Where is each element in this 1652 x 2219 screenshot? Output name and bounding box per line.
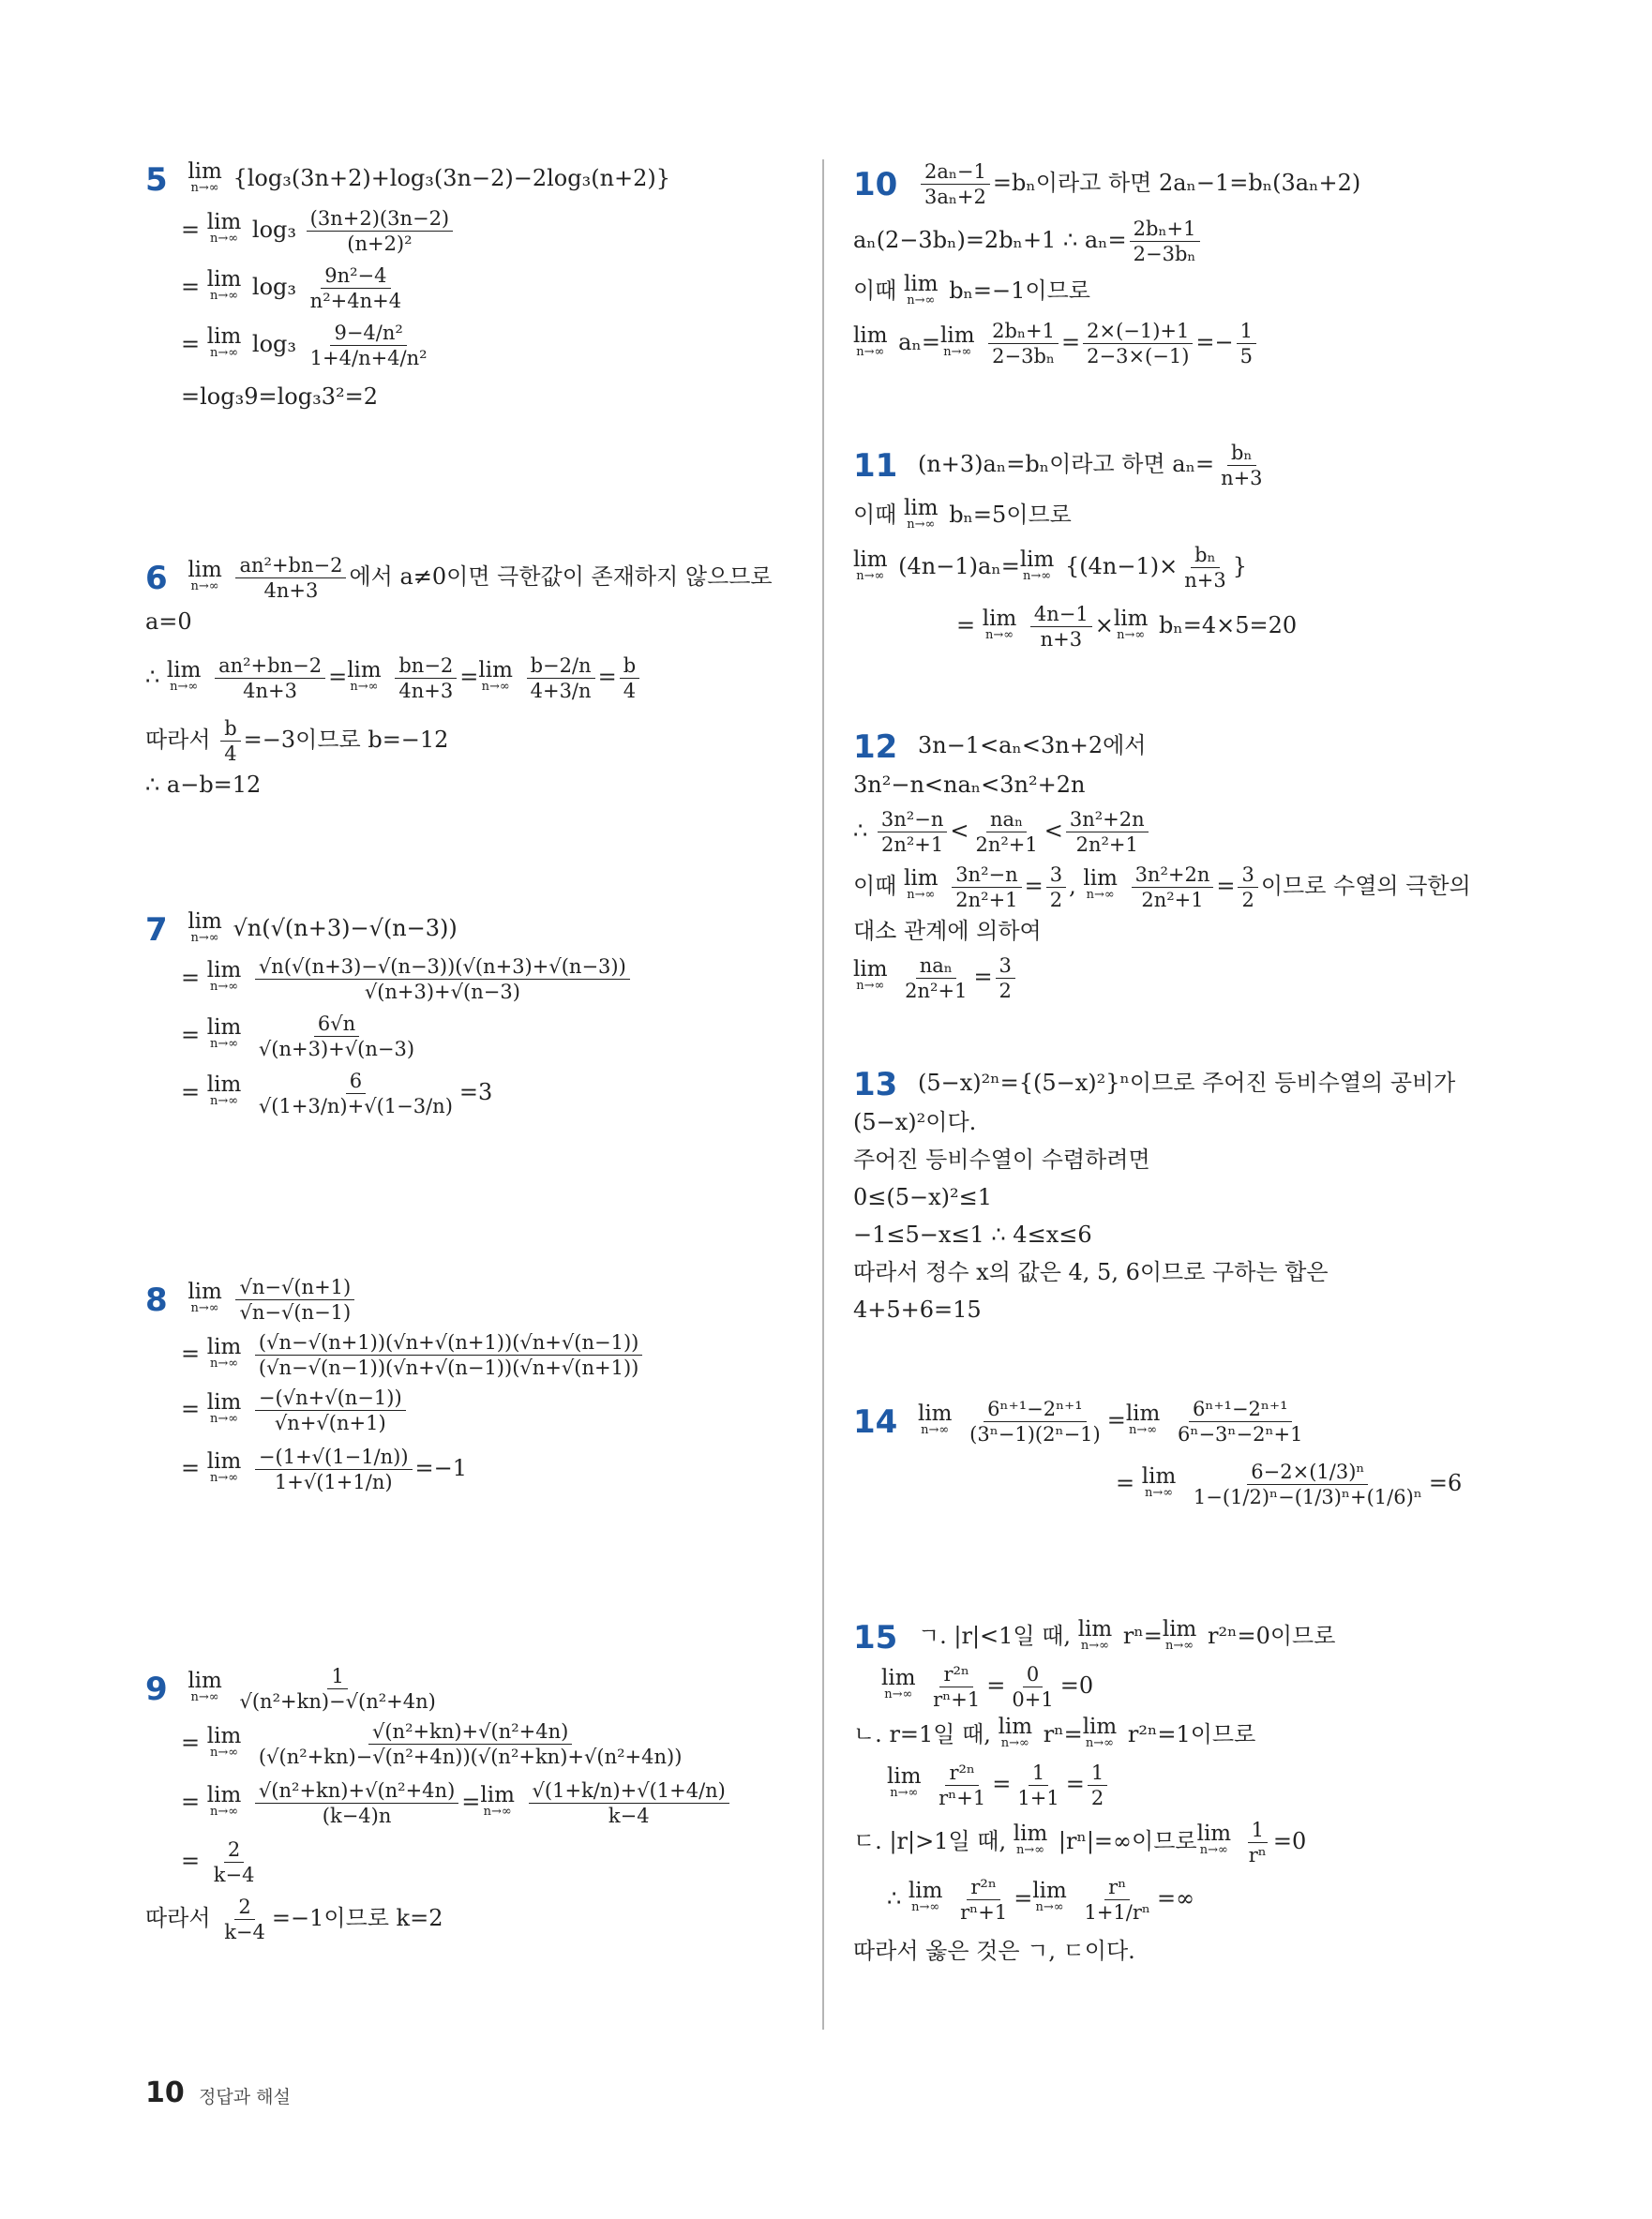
equals: = <box>181 1730 201 1756</box>
fraction: $\frac{0}{0+1}$ <box>1012 1662 1054 1711</box>
problem-number: 9 <box>145 1670 168 1708</box>
fraction: $\frac{-(1+√(1-1/n))}{1+√(1+1/n)}$ <box>255 1445 413 1494</box>
text: , <box>1069 872 1076 899</box>
text: ㄴ. r=1일 때, <box>853 1720 991 1747</box>
problem-number: 10 <box>853 165 898 203</box>
text: 3n−1<aₙ<3n+2에서 <box>917 732 1147 758</box>
solution-10 <box>853 159 1360 368</box>
fraction: $\frac{1}{2}$ <box>1088 1761 1107 1810</box>
solution-9 <box>145 1664 732 1944</box>
limit-operator: lim n→∞ <box>908 1879 943 1914</box>
fraction: $\frac{\text{an²+bn−2}}{4n+3}$ <box>235 553 346 603</box>
fraction: $\frac{bn-2}{4n+3}$ <box>395 653 457 703</box>
limit-operator: lim n→∞ <box>939 322 975 359</box>
fraction: $\frac{3}{2}$ <box>1046 862 1066 912</box>
limit-operator: lim n→∞ <box>853 322 888 359</box>
text: (4n−1)aₙ= <box>898 553 1020 579</box>
equals: = <box>1106 1407 1126 1433</box>
text: 따라서 <box>145 727 211 753</box>
result: =0 <box>1059 1672 1094 1699</box>
text: ∴ a−b=12 <box>145 772 262 798</box>
text: aₙ(2−3bₙ)=2bₙ+1 ∴ aₙ= <box>853 227 1127 253</box>
equals: = <box>181 273 201 300</box>
therefore-symbol: ∴ <box>145 664 160 690</box>
limit-operator: lim n→∞ <box>206 1448 242 1485</box>
limit-operator: lim n→∞ <box>1141 1463 1177 1500</box>
equals: =− <box>1195 329 1234 355</box>
text: < <box>950 817 969 844</box>
column-divider <box>822 159 824 2030</box>
limit-operator: lim n→∞ <box>206 958 242 994</box>
limit-operator: lim n→∞ <box>188 1279 222 1315</box>
equals: = <box>1116 1470 1135 1496</box>
equals: = <box>973 963 993 990</box>
fraction: $\frac{2}{k-4}$ <box>224 1896 265 1943</box>
text: 대소 관계에 의하여 <box>853 917 1042 944</box>
fraction: $\frac{\text{naₙ}}{\text{2n²+1}}$ <box>905 953 968 1002</box>
equals: = <box>1014 1884 1033 1912</box>
limit-operator: lim n→∞ <box>206 267 242 303</box>
limit-operator: lim n→∞ <box>1083 866 1118 902</box>
fraction: $\frac{\text{6ⁿ⁺¹−2ⁿ⁺¹}}{\text{6ⁿ−3ⁿ−2ⁿ+1}}$ <box>1178 1398 1303 1446</box>
text: 따라서 정수 x의 값은 4, 5, 6이므로 구하는 합은 <box>853 1258 1329 1285</box>
limit-operator: lim n→∞ <box>887 1764 922 1800</box>
text: rⁿ= <box>1122 1623 1163 1649</box>
text: bₙ=4×5=20 <box>1159 612 1298 638</box>
result: =0 <box>1272 1827 1307 1854</box>
limit-operator: lim n→∞ <box>904 495 939 532</box>
fraction: $\frac{\text{6−2×(1/3)ⁿ}}{\text{1−(1/2)ⁿ−(1/3)ⁿ+(1/6)ⁿ}}$ <box>1193 1461 1422 1508</box>
limit-operator: lim n→∞ <box>478 657 513 694</box>
problem-number: 8 <box>145 1281 168 1319</box>
fraction: $\frac{-(√n+√(n-1))}{√n+√(n+1)}$ <box>255 1386 406 1435</box>
solution-6 <box>145 553 773 803</box>
solution-13 <box>853 1064 1455 1328</box>
fraction: $\frac{b}{4}$ <box>620 653 639 703</box>
fraction: $\frac{1}{5}$ <box>1237 319 1256 368</box>
equals: = <box>1216 872 1236 899</box>
fraction: $\frac{\text{naₙ}}{\text{2n²+1}}$ <box>975 807 1038 856</box>
expression: {log₃(3n+2)+log₃(3n−2)−2log₃(n+2)} <box>233 165 671 191</box>
therefore-symbol: ∴ <box>887 1884 902 1912</box>
text: a=0 <box>145 608 192 635</box>
limit-operator: lim n→∞ <box>1013 1822 1048 1857</box>
fraction: $\frac{√(1+k/n)+√(1+4/n)}{k-4}$ <box>529 1778 729 1828</box>
limit-operator: lim n→∞ <box>188 158 222 195</box>
equals: = <box>181 1021 201 1048</box>
fraction: $\frac{3}{2}$ <box>996 953 1015 1003</box>
fraction: $\frac{1}{\text{rⁿ}}$ <box>1248 1818 1267 1867</box>
fraction: $\frac{√n-√(n+1)}{√n-√(n-1)}$ <box>235 1275 354 1325</box>
text: {(4n−1)× <box>1064 553 1179 579</box>
equals: = <box>181 330 201 357</box>
text: (5−x)²ⁿ={(5−x)²}ⁿ이므로 주어진 등비수열의 공비가 <box>917 1070 1456 1096</box>
fraction: $\frac{\text{r²ⁿ}}{\text{rⁿ+1}}$ <box>933 1662 981 1711</box>
text: 주어진 등비수열이 수렴하려면 <box>853 1146 1150 1173</box>
limit-operator: lim n→∞ <box>1077 1616 1113 1653</box>
equals: = <box>181 1455 201 1481</box>
page-number: 10 <box>145 2077 185 2109</box>
problem-number: 13 <box>853 1065 898 1103</box>
limit-operator: lim n→∞ <box>166 657 202 694</box>
fraction: $\frac{2}{k-4}$ <box>213 1838 255 1886</box>
limit-operator: lim n→∞ <box>1125 1401 1161 1437</box>
solution-15 <box>853 1617 1335 1970</box>
limit-operator: lim n→∞ <box>206 324 242 360</box>
text: rⁿ= <box>1043 1720 1083 1747</box>
expression: =log₃9=log₃3²=2 <box>181 382 378 410</box>
fraction: $\frac{\text{rⁿ}}{\text{1+1/rⁿ}}$ <box>1084 1875 1150 1924</box>
text: 따라서 <box>145 1905 211 1931</box>
fraction: $\frac{6}{√(1+3/n)+√(1-3/n)}$ <box>258 1069 453 1117</box>
equals: = <box>1065 1770 1085 1797</box>
fraction: $\frac{\text{3n²+2n}}{\text{2n²+1}}$ <box>1132 862 1214 912</box>
fraction: $\frac{6√n}{√(n+3)+√(n-3)}$ <box>258 1012 415 1060</box>
limit-operator: lim n→∞ <box>188 557 222 593</box>
text: =bₙ이라고 하면 2aₙ−1=bₙ(3aₙ+2) <box>992 170 1361 196</box>
text: bₙ=5이므로 <box>949 502 1072 528</box>
text: 따라서 옳은 것은 ㄱ, ㄷ이다. <box>853 1937 1135 1964</box>
limit-operator: lim n→∞ <box>1113 606 1149 642</box>
limit-operator: lim n→∞ <box>853 547 888 583</box>
fraction: $\frac{\text{bₙ}}{n+3}$ <box>1221 442 1263 489</box>
problem-number: 14 <box>853 1402 898 1441</box>
equals: = <box>181 1396 201 1422</box>
fraction: $\frac{√n(√(n+3)-√(n-3))(√(n+3)+√(n-3))}{√(n+3)+√(n-3)}$ <box>255 954 630 1004</box>
solution-12 <box>853 727 1471 1003</box>
fraction: $\frac{\text{√(n²+kn)+√(n²+4n)}}{(k-4)n}$ <box>255 1778 458 1828</box>
text: =−3이므로 b=−12 <box>243 727 449 753</box>
solution-8 <box>145 1275 645 1494</box>
text: (5−x)²이다. <box>853 1108 977 1135</box>
equals: = <box>992 1770 1012 1797</box>
text: 0≤(5−x)²≤1 <box>853 1183 993 1210</box>
result: =∞ <box>1157 1884 1195 1912</box>
fraction: $\frac{\text{bₙ}}{n+3}$ <box>1184 544 1226 592</box>
fraction: $\frac{\text{r²ⁿ}}{\text{rⁿ+1}}$ <box>939 1761 986 1809</box>
equals: = <box>597 664 617 690</box>
section-label: 정답과 해설 <box>199 2087 291 2107</box>
limit-operator: lim n→∞ <box>1162 1616 1197 1653</box>
limit-operator: lim n→∞ <box>206 210 242 246</box>
limit-operator: lim n→∞ <box>480 1782 515 1819</box>
fraction: $\frac{\text{an²+bn−2}}{4n+3}$ <box>215 653 325 703</box>
fraction: $\frac{(3n+2)(3n-2)}{\text{(n+2)²}}$ <box>307 206 453 256</box>
equals: = <box>459 664 479 690</box>
text: × <box>1094 612 1114 638</box>
equals: = <box>1024 872 1044 899</box>
limit-operator: lim n→∞ <box>206 1723 242 1760</box>
limit-operator: lim n→∞ <box>853 957 888 993</box>
equals: = <box>181 1078 201 1105</box>
problem-number: 11 <box>853 446 898 485</box>
limit-operator: lim n→∞ <box>1196 1822 1232 1857</box>
fraction: $\frac{\text{9−4/n²}}{\text{1+4/n+4/n²}}$ <box>309 321 428 369</box>
log-text: log₃ <box>251 273 297 300</box>
expression: √n(√(n+3)−√(n−3)) <box>233 915 458 941</box>
result: =3 <box>458 1078 493 1105</box>
limit-operator: lim n→∞ <box>206 1334 242 1371</box>
limit-operator: lim n→∞ <box>188 908 222 945</box>
limit-operator: lim n→∞ <box>881 1666 916 1702</box>
limit-operator: lim n→∞ <box>188 1668 222 1704</box>
text: 이때 <box>853 502 897 528</box>
log-text: log₃ <box>251 216 297 243</box>
text: 이때 <box>853 277 897 304</box>
limit-operator: lim n→∞ <box>206 1389 242 1426</box>
limit-operator: lim n→∞ <box>206 1015 242 1051</box>
equals: = <box>461 1789 481 1815</box>
result: =6 <box>1428 1470 1463 1496</box>
fraction: $\frac{\text{√(n²+kn)+√(n²+4n)}}{\text{(√(n²+kn)−√(n²+4n))(√(n²+kn)+√(n²+4n))}}$ <box>258 1720 683 1768</box>
limit-operator: lim n→∞ <box>1032 1879 1067 1914</box>
text: 이때 <box>853 872 897 899</box>
fraction: $\frac{3}{2}$ <box>1238 862 1257 912</box>
limit-operator: lim n→∞ <box>998 1715 1033 1750</box>
fraction: $\frac{(√n-√(n+1))(√n+√(n+1))(√n+√(n-1))}{(√n-√(n-1))(√n+√(n-1))(√n+√(n+1))}$ <box>255 1330 642 1380</box>
limit-operator: lim n→∞ <box>1082 1715 1118 1750</box>
solution-11 <box>853 441 1297 652</box>
equals: = <box>328 664 348 690</box>
limit-operator: lim n→∞ <box>917 1401 953 1437</box>
fraction: $\frac{\text{9n²−4}}{\text{n²+4n+4}}$ <box>309 263 402 312</box>
fraction: $\frac{\text{3n²−n}}{\text{2n²+1}}$ <box>952 862 1021 912</box>
text: aₙ= <box>898 329 940 355</box>
problem-number: 5 <box>145 160 168 199</box>
fraction: $\frac{\text{3n²+2n}}{\text{2n²+1}}$ <box>1066 807 1149 857</box>
limit-operator: lim n→∞ <box>206 1072 242 1108</box>
problem-number: 15 <box>853 1618 898 1657</box>
fraction: $\frac{\text{6ⁿ⁺¹−2ⁿ⁺¹}}{\text{(3ⁿ−1)(2ⁿ−1)}}$ <box>969 1398 1101 1446</box>
solution-14 <box>853 1397 1462 1509</box>
fraction: $\frac{\text{r²ⁿ}}{\text{rⁿ+1}}$ <box>960 1875 1008 1924</box>
result: =−1 <box>414 1455 468 1481</box>
equals: = <box>181 216 201 243</box>
fraction: $\frac{4n-1}{n+3}$ <box>1030 602 1092 652</box>
fraction: $\frac{b-2/n}{4+3/n}$ <box>527 653 595 703</box>
problem-number: 6 <box>145 559 168 597</box>
fraction: $\frac{1}{1+1}$ <box>1017 1761 1059 1809</box>
text: ㄷ. |r|>1일 때, <box>853 1827 1007 1854</box>
equals: = <box>986 1672 1006 1699</box>
solution-5 <box>145 159 670 415</box>
text: bₙ=−1이므로 <box>949 277 1090 304</box>
text: 3n²−n<naₙ<3n²+2n <box>853 771 1086 798</box>
text: < <box>1044 817 1063 844</box>
fraction: $\frac{1}{\text{√(n²+kn)−√(n²+4n)}}$ <box>239 1665 436 1713</box>
text: 이므로 수열의 극한의 <box>1260 872 1471 899</box>
text: 에서 a≠0이면 극한값이 존재하지 않으므로 <box>349 563 773 590</box>
fraction: $\frac{\text{2bₙ+1}}{\text{2−3bₙ}}$ <box>988 319 1059 368</box>
problem-number: 7 <box>145 910 168 949</box>
fraction: $\frac{\text{2bₙ+1}}{\text{2−3bₙ}}$ <box>1130 217 1200 266</box>
fraction: $\frac{2\times(-1)+1}{2-3\times(-1)}$ <box>1083 319 1193 368</box>
limit-operator: lim n→∞ <box>982 606 1017 642</box>
text: } <box>1232 553 1247 579</box>
limit-operator: lim n→∞ <box>904 271 939 307</box>
fraction: $\frac{\text{3n²−n}}{\text{2n²+1}}$ <box>878 807 947 857</box>
text: |rⁿ|=∞이므로 <box>1058 1827 1197 1854</box>
solution-7 <box>145 909 633 1118</box>
log-text: log₃ <box>251 330 297 357</box>
equals: = <box>181 1848 201 1874</box>
equals: = <box>181 1789 201 1815</box>
problem-number: 12 <box>853 727 898 766</box>
text: r²ⁿ=1이므로 <box>1127 1720 1256 1747</box>
text: (n+3)aₙ=bₙ이라고 하면 aₙ= <box>917 451 1215 477</box>
limit-operator: lim n→∞ <box>347 657 382 694</box>
text: r²ⁿ=0이므로 <box>1208 1623 1336 1649</box>
text: 4+5+6=15 <box>853 1296 982 1323</box>
fraction: $\frac{b}{4}$ <box>220 716 240 766</box>
limit-operator: lim n→∞ <box>1019 547 1055 583</box>
equals: = <box>956 612 976 638</box>
text: ㄱ. |r|<1일 때, <box>917 1623 1072 1649</box>
text: −1≤5−x≤1 ∴ 4≤x≤6 <box>853 1221 1092 1248</box>
fraction: $\frac{\text{2aₙ−1}}{\text{3aₙ+2}}$ <box>921 159 990 209</box>
therefore-symbol: ∴ <box>853 817 868 844</box>
equals: = <box>1061 329 1081 355</box>
equals: = <box>181 1341 201 1367</box>
limit-operator: lim n→∞ <box>206 1782 242 1819</box>
limit-operator: lim n→∞ <box>904 866 939 902</box>
text: =−1이므로 k=2 <box>271 1905 443 1931</box>
equals: = <box>181 964 201 991</box>
